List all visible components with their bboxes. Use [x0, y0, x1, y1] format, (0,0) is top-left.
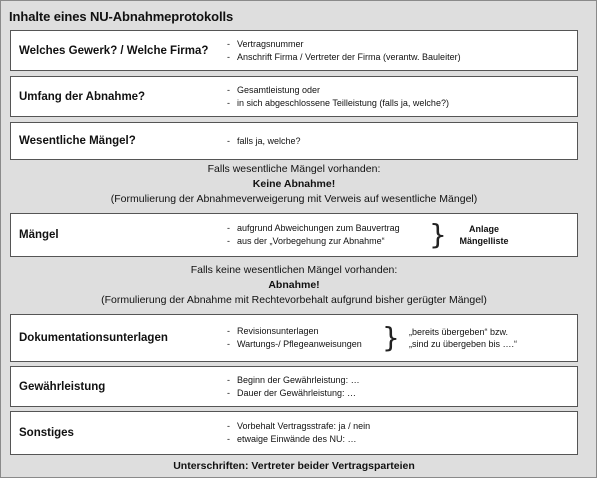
section-items	[227, 123, 301, 159]
section-wesentliche-maengel	[10, 122, 578, 160]
section-sonstiges	[10, 411, 578, 455]
section-items	[227, 214, 400, 256]
curly-brace-icon: }	[382, 321, 400, 354]
section-items	[227, 31, 461, 70]
section-items	[227, 315, 362, 361]
curly-brace-icon: }	[429, 218, 447, 251]
section-label: Wesentliche Mängel?	[19, 135, 136, 147]
section-label: Mängel	[19, 229, 59, 241]
list-item: - Vertragsnummer	[227, 38, 304, 49]
list-item: - aufgrund Abweichungen zum Bauvertrag	[227, 223, 400, 233]
list-item: - aus der „Vorbegehung zur Abnahme“	[227, 236, 385, 246]
list-item: - Vorbehalt Vertragsstrafe: ja / nein	[227, 421, 371, 431]
section-gewerk-firma	[10, 30, 578, 71]
list-item: - Anschrift Firma / Vertreter der Firma (verantw. Bauleiter)	[227, 51, 461, 62]
case-major-defects: Falls wesentliche Mängel vorhanden: Keine Abnahme! (Formulierung der Abnahmeverweigerung mit Verweis auf wesentliche Mängel)	[110, 163, 478, 205]
list-item: - Wartungs-/ Pflegeanweisungen	[227, 339, 362, 349]
list-item: - etwaige Einwände des NU: …	[227, 434, 357, 444]
list-item: - Revisionsunterlagen	[227, 326, 319, 336]
section-label: Gewährleistung	[19, 380, 106, 393]
list-item: - Beginn der Gewährleistung: …	[227, 374, 360, 385]
section-gewaehrleistung	[10, 366, 578, 407]
section-items	[227, 367, 360, 406]
section-label: Sonstiges	[19, 427, 74, 439]
note-anlage-maengelliste: Anlage Mängelliste	[459, 224, 509, 246]
section-umfang	[10, 76, 578, 117]
section-dokumentation	[10, 314, 578, 362]
section-label: Welches Gewerk? / Welche Firma?	[19, 44, 209, 57]
list-item: - Gesamtleistung oder	[227, 84, 321, 95]
section-label: Umfang der Abnahme?	[19, 90, 146, 103]
diagram-title: Inhalte eines NU-Abnahmeprotokolls	[9, 9, 234, 24]
list-item: - Dauer der Gewährleistung: …	[227, 387, 357, 398]
footer-signatures: Unterschriften: Vertreter beider Vertragsparteien	[173, 460, 415, 472]
section-maengel	[10, 213, 578, 257]
section-items	[227, 77, 449, 116]
note-uebergabe: „bereits übergeben“ bzw. „sind zu übergeben bis ….“	[409, 327, 518, 349]
list-item: - in sich abgeschlossene Teilleistung (falls ja, welche?)	[227, 97, 449, 108]
section-items	[227, 412, 370, 454]
section-label: Dokumentationsunterlagen	[19, 332, 168, 344]
list-item: - falls ja, welche?	[227, 135, 301, 146]
case-no-defects: Falls keine wesentlichen Mängel vorhanden: Abnahme! (Formulierung der Abnahme mit Rechtevorbehalt aufgrund bisher gerügter Mängel)	[101, 264, 487, 306]
